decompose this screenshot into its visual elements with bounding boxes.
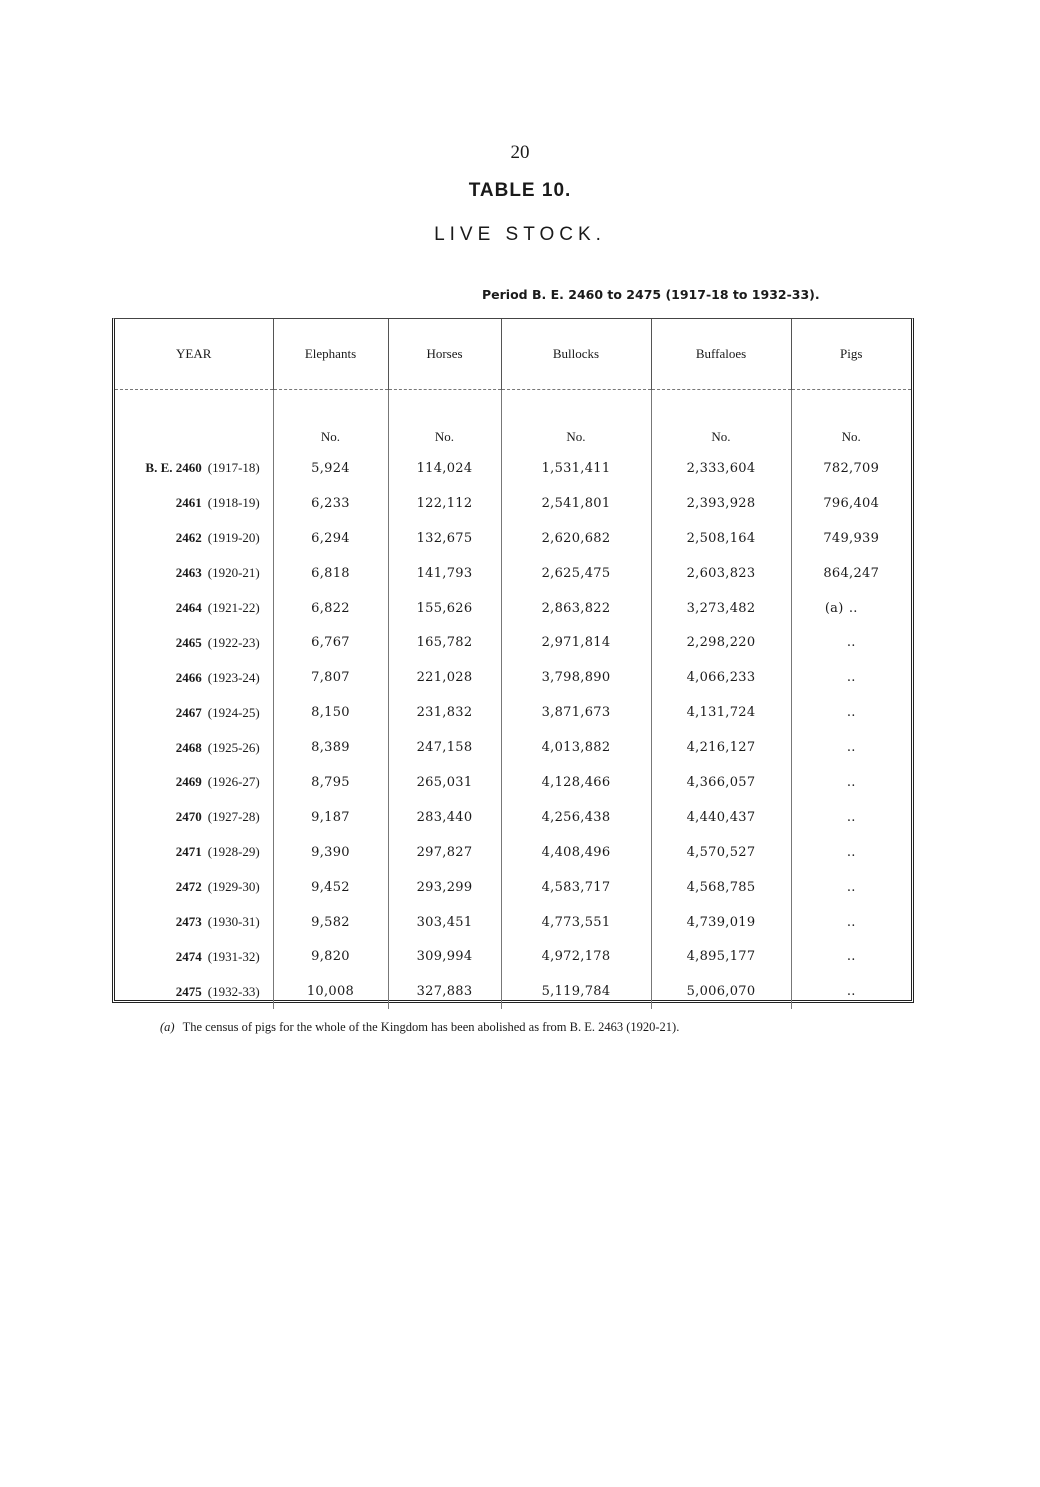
horses-cell: 132,675 <box>388 521 501 556</box>
column-header-buffaloes: Buffaloes <box>651 319 791 390</box>
buffaloes-cell: 4,568,785 <box>651 870 791 905</box>
year-cell <box>115 730 273 765</box>
pigs-note-mark: (a) <box>824 600 844 616</box>
pigs-value: .. <box>846 879 856 895</box>
elephants-cell: 6,294 <box>273 521 388 556</box>
column-header-horses: Horses <box>388 319 501 390</box>
year-span: (1922-23) <box>207 634 260 650</box>
bullocks-cell: 4,972,178 <box>501 939 651 974</box>
be-year: 2464 <box>175 600 202 615</box>
buffaloes-cell: 4,739,019 <box>651 905 791 940</box>
pigs-value: .. <box>846 740 856 756</box>
year-cell <box>115 591 273 626</box>
pigs-cell <box>791 905 911 940</box>
year-span: (1923-24) <box>207 669 260 685</box>
year-cell <box>115 556 273 591</box>
pigs-cell <box>791 591 911 626</box>
elephants-cell: 10,008 <box>273 974 388 1009</box>
pigs-cell <box>791 765 911 800</box>
pigs-value: 749,939 <box>823 530 880 546</box>
buffaloes-cell: 3,273,482 <box>651 591 791 626</box>
units-pigs: No. <box>841 429 861 444</box>
pigs-value: .. <box>846 705 856 721</box>
table-row <box>115 695 911 730</box>
year-cell <box>115 695 273 730</box>
be-year: 2463 <box>175 565 202 581</box>
units-row <box>115 390 911 452</box>
be-year: 2462 <box>175 530 202 546</box>
year-span: (1928-29) <box>207 844 260 860</box>
pigs-cell <box>791 695 911 730</box>
year-cell <box>115 974 273 1009</box>
table-subtitle: LIVE STOCK. <box>434 224 606 245</box>
be-year: 2466 <box>175 669 202 685</box>
bullocks-cell: 3,798,890 <box>501 660 651 695</box>
pigs-value: .. <box>846 670 856 686</box>
header-row <box>115 319 911 390</box>
table-row <box>115 730 911 765</box>
horses-cell: 231,832 <box>388 695 501 730</box>
column-header-year: YEAR <box>115 319 273 390</box>
horses-cell: 265,031 <box>388 765 501 800</box>
year-cell <box>115 765 273 800</box>
year-cell <box>115 835 273 870</box>
pigs-value: .. <box>846 809 856 825</box>
bullocks-cell: 4,128,466 <box>501 765 651 800</box>
elephants-cell: 8,389 <box>273 730 388 765</box>
pigs-value: 864,247 <box>823 565 880 581</box>
pigs-value: .. <box>846 635 856 651</box>
table-row <box>115 974 911 1009</box>
buffaloes-cell: 4,440,437 <box>651 800 791 835</box>
be-year: 2473 <box>175 914 202 930</box>
table-row <box>115 521 911 556</box>
page-number: 20 <box>510 142 530 163</box>
period-caption: Period B. E. 2460 to 2475 (1917-18 to 1932-33). <box>482 287 820 302</box>
pigs-value: .. <box>848 600 858 616</box>
be-year: 2465 <box>175 634 202 650</box>
horses-cell: 283,440 <box>388 800 501 835</box>
units-buffaloes: No. <box>651 390 791 452</box>
horses-cell: 141,793 <box>388 556 501 591</box>
year-span: (1921-22) <box>207 600 260 615</box>
year-span: (1929-30) <box>207 879 260 895</box>
year-cell <box>115 939 273 974</box>
buffaloes-cell: 2,508,164 <box>651 521 791 556</box>
year-span: (1920-21) <box>207 565 260 581</box>
column-header-elephants: Elephants <box>273 319 388 390</box>
bullocks-cell: 2,620,682 <box>501 521 651 556</box>
horses-cell: 293,299 <box>388 870 501 905</box>
horses-cell: 114,024 <box>388 451 501 486</box>
elephants-cell: 9,452 <box>273 870 388 905</box>
buffaloes-cell: 2,603,823 <box>651 556 791 591</box>
pigs-cell <box>791 625 911 660</box>
horses-cell: 247,158 <box>388 730 501 765</box>
pigs-value: .. <box>846 949 856 965</box>
year-span: (1931-32) <box>207 948 260 964</box>
be-year: 2470 <box>175 809 202 825</box>
footnote-mark: (a) <box>160 1020 175 1034</box>
year-span: (1926-27) <box>207 774 260 790</box>
bullocks-cell: 1,531,411 <box>501 451 651 486</box>
be-year: 2471 <box>175 844 202 860</box>
table-row <box>115 625 911 660</box>
horses-cell: 155,626 <box>388 591 501 626</box>
year-span: (1919-20) <box>207 530 260 546</box>
units-horses: No. <box>388 390 501 452</box>
horses-cell: 122,112 <box>388 486 501 521</box>
table-row <box>115 660 911 695</box>
table-row <box>115 765 911 800</box>
pigs-cell <box>791 556 911 591</box>
horses-cell: 327,883 <box>388 974 501 1009</box>
year-span: (1924-25) <box>207 704 260 720</box>
pigs-value: .. <box>846 774 856 790</box>
bullocks-cell: 2,625,475 <box>501 556 651 591</box>
bullocks-cell: 5,119,784 <box>501 974 651 1009</box>
elephants-cell: 9,582 <box>273 905 388 940</box>
elephants-cell: 9,390 <box>273 835 388 870</box>
table-row <box>115 800 911 835</box>
elephants-cell: 6,233 <box>273 486 388 521</box>
year-span: (1925-26) <box>207 739 260 755</box>
elephants-cell: 6,822 <box>273 591 388 626</box>
be-year: 2461 <box>175 495 202 511</box>
year-span: (1932-33) <box>207 983 260 999</box>
table-row <box>115 939 911 974</box>
pigs-value: .. <box>846 844 856 860</box>
pigs-value: .. <box>846 914 856 930</box>
column-header-pigs: Pigs <box>791 319 911 390</box>
be-year: 2468 <box>175 739 202 755</box>
bullocks-cell: 2,971,814 <box>501 625 651 660</box>
be-year: B. E. 2460 <box>145 460 202 476</box>
be-year: 2467 <box>175 704 202 720</box>
table-row <box>115 591 911 626</box>
table-row <box>115 835 911 870</box>
year-cell <box>115 625 273 660</box>
be-year: 2472 <box>175 879 202 895</box>
year-cell <box>115 451 273 486</box>
footnote <box>160 1020 920 1035</box>
table-row <box>115 870 911 905</box>
pigs-value: 796,404 <box>823 495 880 511</box>
pigs-value: 782,709 <box>823 460 880 476</box>
pigs-cell <box>791 800 911 835</box>
bullocks-cell: 4,583,717 <box>501 870 651 905</box>
pigs-cell <box>791 974 911 1009</box>
horses-cell: 303,451 <box>388 905 501 940</box>
horses-cell: 165,782 <box>388 625 501 660</box>
year-span: (1930-31) <box>207 914 260 930</box>
year-cell <box>115 905 273 940</box>
pigs-cell <box>791 939 911 974</box>
elephants-cell: 6,818 <box>273 556 388 591</box>
bullocks-cell: 4,256,438 <box>501 800 651 835</box>
units-elephants: No. <box>273 390 388 452</box>
table-title: TABLE 10. <box>468 180 572 201</box>
year-cell <box>115 800 273 835</box>
year-span: (1927-28) <box>207 809 260 825</box>
pigs-cell <box>791 486 911 521</box>
buffaloes-cell: 2,298,220 <box>651 625 791 660</box>
elephants-cell: 7,807 <box>273 660 388 695</box>
table-body <box>115 390 911 1010</box>
horses-cell: 221,028 <box>388 660 501 695</box>
units-bullocks: No. <box>501 390 651 452</box>
year-cell <box>115 521 273 556</box>
be-year: 2475 <box>175 983 202 999</box>
footnote-text: The census of pigs for the whole of the Kingdom has been abolished as from B. E. 2463 (1920-21). <box>182 1020 680 1034</box>
elephants-cell: 9,187 <box>273 800 388 835</box>
year-cell <box>115 486 273 521</box>
buffaloes-cell: 4,366,057 <box>651 765 791 800</box>
be-year: 2474 <box>175 948 202 964</box>
year-cell <box>115 660 273 695</box>
pigs-cell <box>791 835 911 870</box>
elephants-cell: 9,820 <box>273 939 388 974</box>
be-year: 2469 <box>175 774 202 790</box>
year-cell <box>115 870 273 905</box>
table-row <box>115 486 911 521</box>
buffaloes-cell: 5,006,070 <box>651 974 791 1009</box>
bullocks-cell: 4,773,551 <box>501 905 651 940</box>
buffaloes-cell: 4,131,724 <box>651 695 791 730</box>
pigs-cell <box>791 521 911 556</box>
buffaloes-cell: 4,066,233 <box>651 660 791 695</box>
horses-cell: 309,994 <box>388 939 501 974</box>
bullocks-cell: 2,541,801 <box>501 486 651 521</box>
year-span: (1918-19) <box>207 495 260 511</box>
bullocks-cell: 3,871,673 <box>501 695 651 730</box>
buffaloes-cell: 2,333,604 <box>651 451 791 486</box>
bullocks-cell: 2,863,822 <box>501 591 651 626</box>
table-row <box>115 451 911 486</box>
live-stock-table-frame <box>112 318 914 1003</box>
live-stock-table <box>115 319 911 1009</box>
pigs-cell <box>791 870 911 905</box>
pigs-cell <box>791 451 911 486</box>
elephants-cell: 5,924 <box>273 451 388 486</box>
pigs-cell <box>791 660 911 695</box>
units-year <box>115 390 273 452</box>
elephants-cell: 8,795 <box>273 765 388 800</box>
pigs-value: .. <box>846 984 856 1000</box>
year-span: (1917-18) <box>207 460 260 476</box>
column-header-bullocks: Bullocks <box>501 319 651 390</box>
table-row <box>115 556 911 591</box>
buffaloes-cell: 2,393,928 <box>651 486 791 521</box>
horses-cell: 297,827 <box>388 835 501 870</box>
bullocks-cell: 4,013,882 <box>501 730 651 765</box>
elephants-cell: 6,767 <box>273 625 388 660</box>
buffaloes-cell: 4,570,527 <box>651 835 791 870</box>
elephants-cell: 8,150 <box>273 695 388 730</box>
bullocks-cell: 4,408,496 <box>501 835 651 870</box>
buffaloes-cell: 4,216,127 <box>651 730 791 765</box>
pigs-cell <box>791 730 911 765</box>
buffaloes-cell: 4,895,177 <box>651 939 791 974</box>
table-row <box>115 905 911 940</box>
